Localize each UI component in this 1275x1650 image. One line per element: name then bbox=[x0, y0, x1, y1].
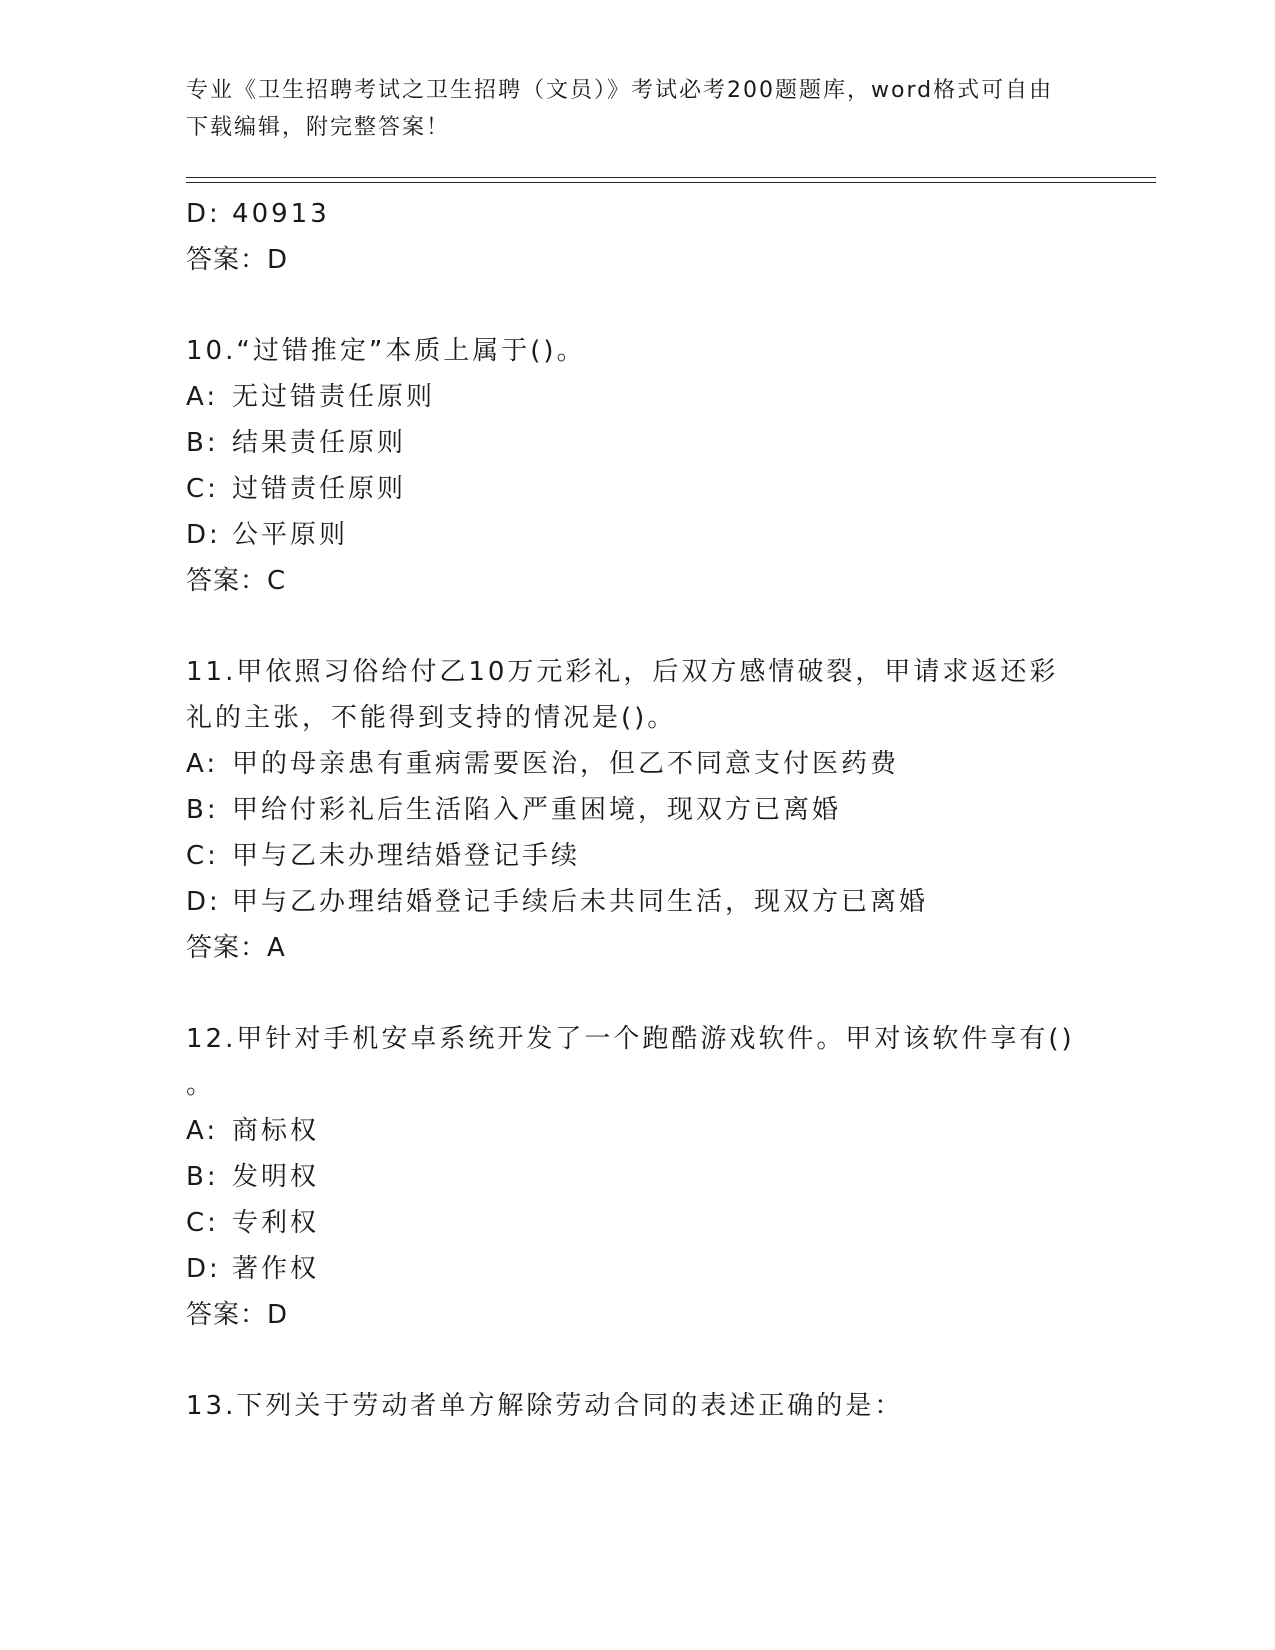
option-label: A: bbox=[186, 1116, 219, 1146]
option-text: 商标权 bbox=[232, 1116, 320, 1146]
option-c bbox=[186, 1200, 1086, 1246]
option-label: D: bbox=[186, 1254, 221, 1284]
option-label: C: bbox=[186, 1208, 219, 1238]
option-text: 甲给付彩礼后生活陷入严重困境，现双方已离婚 bbox=[232, 795, 842, 825]
option-label: D: bbox=[186, 887, 221, 917]
option-d bbox=[186, 1246, 1086, 1292]
question-stem: 13.下列关于劳动者单方解除劳动合同的表述正确的是： bbox=[186, 1391, 904, 1421]
option-a bbox=[186, 741, 1086, 787]
spacer bbox=[186, 971, 1086, 1016]
header-text: 专业《卫生招聘考试之卫生招聘（文员）》考试必考200题题库，word格式可自由下载编辑，附完整答案！ bbox=[186, 78, 1054, 140]
option-a bbox=[186, 1108, 1086, 1154]
answer: 答案：D bbox=[186, 1300, 289, 1330]
question-stem-line-2: 。 bbox=[186, 1070, 216, 1100]
option-text: 专利权 bbox=[232, 1208, 320, 1238]
option-label: C: bbox=[186, 474, 219, 504]
option-label: A: bbox=[186, 749, 219, 779]
answer: 答案：A bbox=[186, 933, 286, 963]
option-b bbox=[186, 787, 1086, 833]
spacer bbox=[186, 1338, 1086, 1383]
option-text: 过错责任原则 bbox=[232, 474, 407, 504]
option-text: 公平原则 bbox=[232, 520, 349, 550]
question-stem-line-1: 11.甲依照习俗给付乙10万元彩礼，后双方感情破裂，甲请求返还彩 bbox=[186, 657, 1059, 687]
header-divider-top bbox=[186, 177, 1156, 178]
option-c bbox=[186, 833, 1086, 879]
spacer bbox=[186, 283, 1086, 328]
question-stem: 10.“过错推定”本质上属于()。 bbox=[186, 336, 586, 366]
answer: 答案：C bbox=[186, 566, 287, 596]
prev-answer: 答案：D bbox=[186, 245, 289, 275]
question-stem-line-2: 礼的主张，不能得到支持的情况是()。 bbox=[186, 703, 677, 733]
prev-option-d: D: 40913 bbox=[186, 199, 330, 229]
option-text: 结果责任原则 bbox=[232, 428, 407, 458]
option-label: C: bbox=[186, 841, 219, 871]
question-12 bbox=[186, 1016, 1086, 1338]
question-10 bbox=[186, 328, 1086, 604]
option-text: 发明权 bbox=[232, 1162, 320, 1192]
option-text: 著作权 bbox=[232, 1254, 320, 1284]
question-13 bbox=[186, 1383, 1086, 1429]
option-text: 甲与乙办理结婚登记手续后未共同生活，现双方已离婚 bbox=[232, 887, 929, 917]
document-body bbox=[186, 191, 1086, 1429]
option-label: B: bbox=[186, 428, 219, 458]
option-a bbox=[186, 374, 1086, 420]
option-b bbox=[186, 1154, 1086, 1200]
option-label: B: bbox=[186, 795, 219, 825]
option-label: D: bbox=[186, 520, 221, 550]
option-text: 甲与乙未办理结婚登记手续 bbox=[232, 841, 581, 871]
option-text: 无过错责任原则 bbox=[232, 382, 436, 412]
option-label: A: bbox=[186, 382, 219, 412]
option-d bbox=[186, 879, 1086, 925]
question-stem-line-1: 12.甲针对手机安卓系统开发了一个跑酷游戏软件。甲对该软件享有() bbox=[186, 1024, 1075, 1054]
option-b bbox=[186, 420, 1086, 466]
option-label: B: bbox=[186, 1162, 219, 1192]
spacer bbox=[186, 604, 1086, 649]
question-11 bbox=[186, 649, 1086, 971]
header-divider-bottom bbox=[186, 182, 1156, 183]
option-c bbox=[186, 466, 1086, 512]
option-text: 甲的母亲患有重病需要医治，但乙不同意支付医药费 bbox=[232, 749, 900, 779]
document-header bbox=[186, 72, 1066, 146]
option-d bbox=[186, 512, 1086, 558]
